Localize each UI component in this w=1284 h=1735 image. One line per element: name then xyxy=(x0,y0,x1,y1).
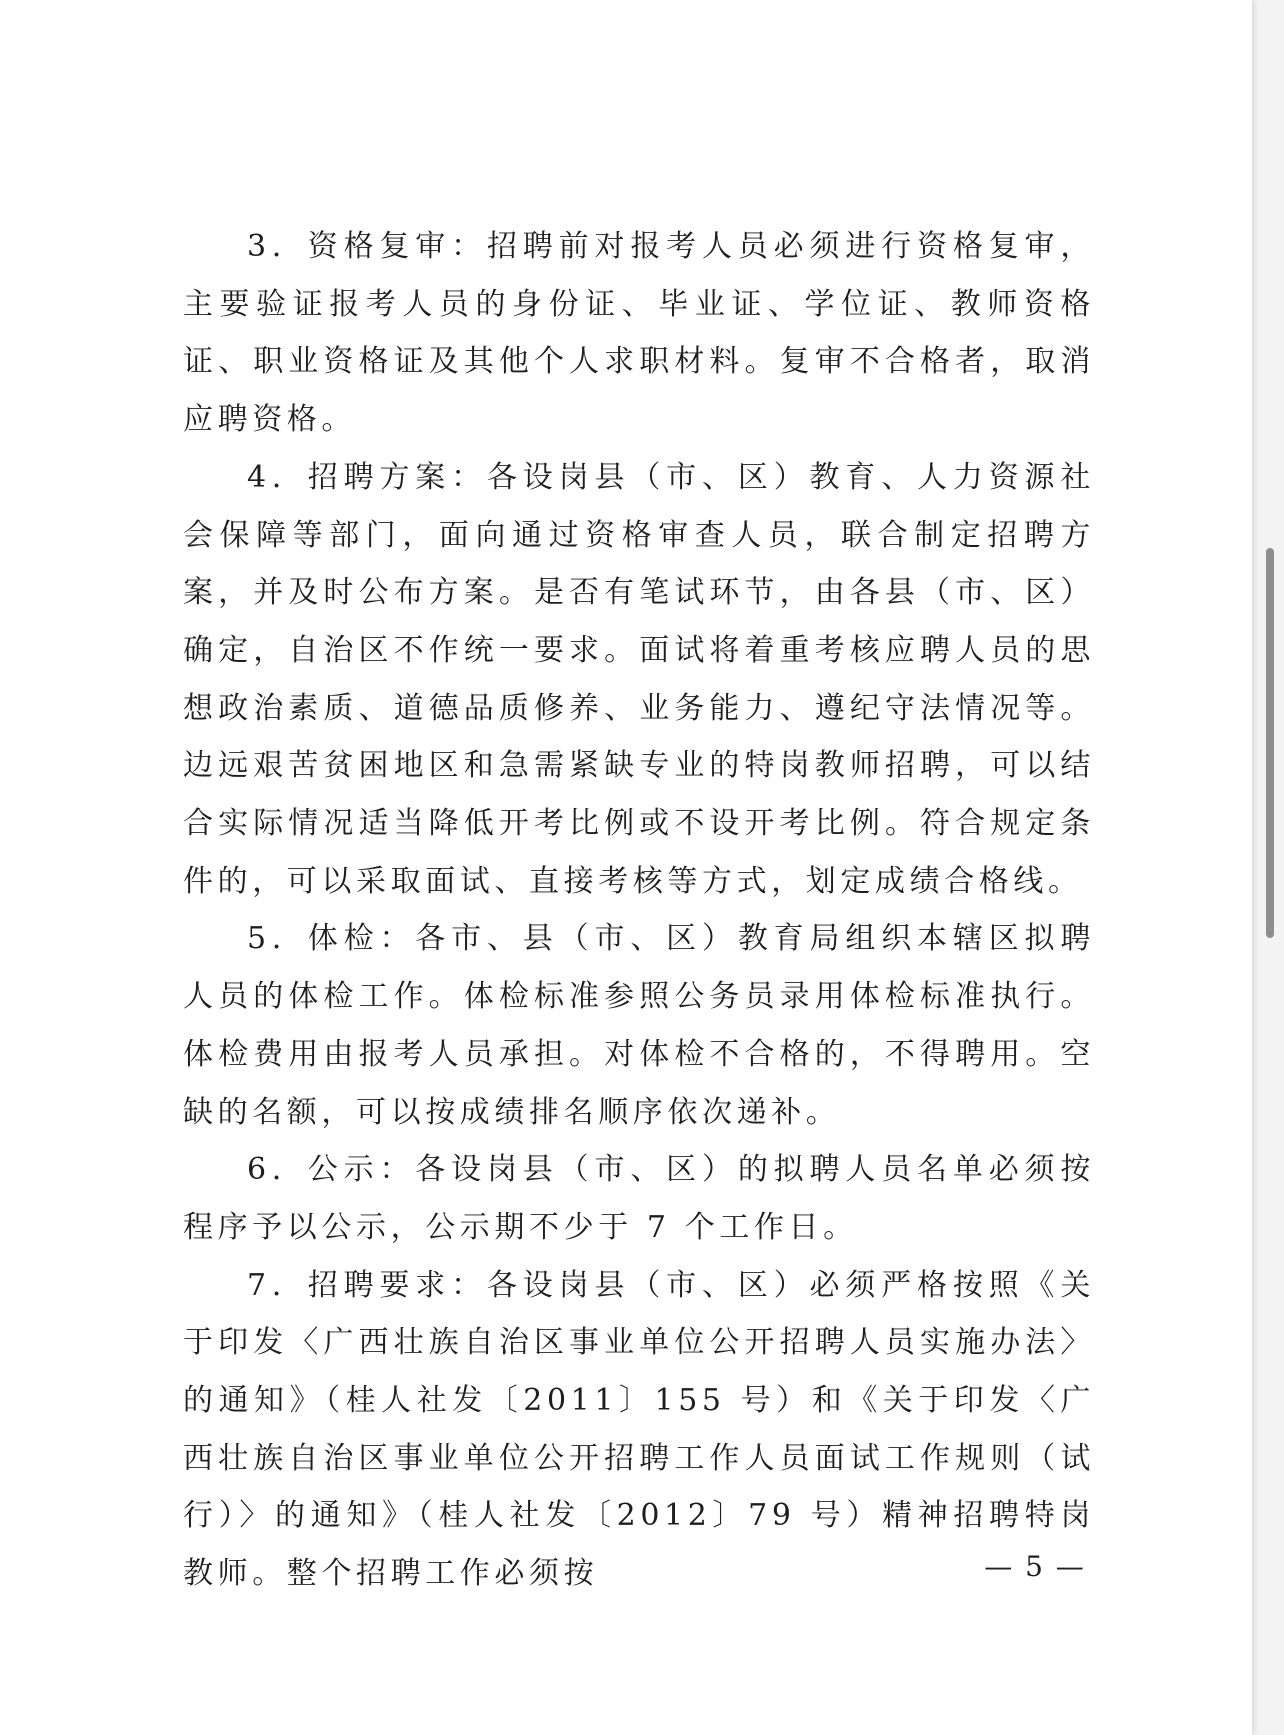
paragraph-publicity: 6．公示：各设岗县（市、区）的拟聘人员名单必须按程序予以公示，公示期不少于 7 个工作日。 xyxy=(183,1152,1095,1245)
paragraph-recruitment-requirements: 7．招聘要求：各设岗县（市、区）必须严格按照《关于印发〈广西壮族自治区事业单位公开招聘人员实施办法〉的通知》（桂人社发〔2011〕155 号）和《关于印发〈广西壮族自治区事业单位公开招聘工作人员面试工作规则（试行）〉的通知》（桂人社发〔2012〕79 号）精神招聘特岗教师。整个招聘工作必须按 xyxy=(183,1267,1095,1592)
document-body xyxy=(183,218,1095,1603)
paragraph-recruitment-plan: 4．招聘方案：各设岗县（市、区）教育、人力资源社会保障等部门，面向通过资格审查人员，联合制定招聘方案，并及时公布方案。是否有笔试环节，由各县（市、区）确定，自治区不作统一要求。面试将着重考核应聘人员的思想政治素质、道德品质修养、业务能力、遵纪守法情况等。边远艰苦贫困地区和急需紧缺专业的特岗教师招聘，可以结合实际情况适当降低开考比例或不设开考比例。符合规定条件的，可以采取面试、直接考核等方式，划定成绩合格线。 xyxy=(183,459,1095,899)
page-number: — 5 — xyxy=(984,1550,1086,1583)
vertical-scrollbar[interactable] xyxy=(1262,0,1276,1735)
paragraph-qualification-review: 3．资格复审：招聘前对报考人员必须进行资格复审，主要验证报考人员的身份证、毕业证、学位证、教师资格证、职业资格证及其他个人求职材料。复审不合格者，取消应聘资格。 xyxy=(183,229,1095,438)
scrollbar-thumb[interactable] xyxy=(1266,548,1274,938)
paragraph-physical-exam: 5．体检：各市、县（市、区）教育局组织本辖区拟聘人员的体检工作。体检标准参照公务员录用体检标准执行。体检费用由报考人员承担。对体检不合格的，不得聘用。空缺的名额，可以按成绩排名顺序依次递补。 xyxy=(183,921,1095,1130)
